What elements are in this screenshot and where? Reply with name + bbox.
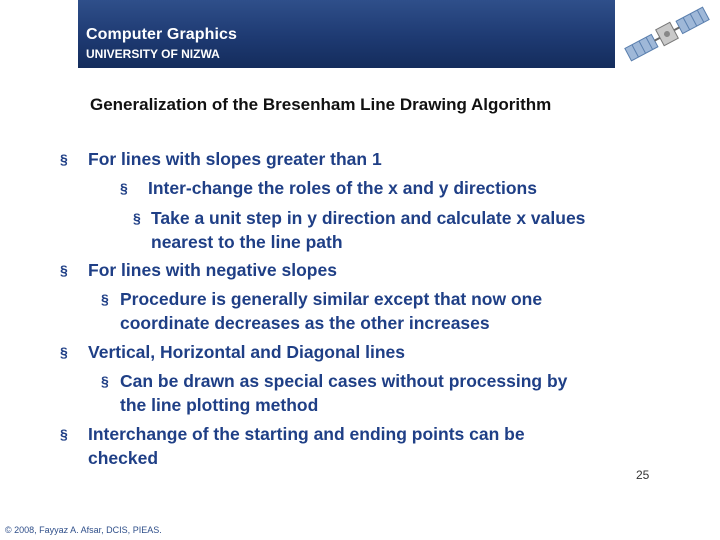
bullet-item — [101, 369, 568, 417]
bullet-text: Inter-change the roles of the x and y directions — [148, 178, 537, 198]
satellite-icon — [615, 0, 720, 68]
bullet-mark-icon: § — [60, 426, 68, 442]
bullet-text: Procedure is generally similar except that now one — [120, 289, 543, 309]
bullet-mark-icon: § — [120, 180, 128, 196]
bullet-text: Interchange of the starting and ending points can be — [88, 424, 525, 444]
bullet-text: Can be drawn as special cases without processing by — [120, 371, 568, 391]
bullet-mark-icon: § — [60, 262, 68, 278]
bullet-item — [133, 206, 586, 254]
header-subtitle: UNIVERSITY OF NIZWA — [86, 47, 220, 61]
bullet-text: Take a unit step in y direction and calculate x values — [151, 208, 586, 228]
copyright-text: © 2008, Fayyaz A. Afsar, DCIS, PIEAS. — [5, 525, 162, 535]
header-title: Computer Graphics — [86, 26, 238, 43]
bullet-mark-icon: § — [60, 344, 68, 360]
bullet-item — [60, 422, 525, 470]
bullet-item — [120, 176, 537, 200]
bullet-text: Vertical, Horizontal and Diagonal lines — [88, 342, 406, 362]
bullet-item — [60, 147, 382, 171]
bullet-item — [60, 258, 337, 282]
bullet-text: the line plotting method — [120, 395, 319, 415]
bullet-mark-icon: § — [101, 291, 109, 307]
bullet-mark-icon: § — [133, 210, 141, 226]
bullet-text: nearest to the line path — [151, 232, 343, 252]
bullet-mark-icon: § — [101, 373, 109, 389]
slide-header — [78, 0, 615, 68]
slide-title: Generalization of the Bresenham Line Drawing Algorithm — [90, 95, 552, 114]
page-number: 25 — [636, 468, 650, 482]
bullet-mark-icon: § — [60, 151, 68, 167]
bullet-item — [101, 287, 543, 335]
header-left-band — [0, 0, 78, 68]
bullet-text: For lines with negative slopes — [88, 260, 337, 280]
bullet-item — [60, 340, 406, 364]
bullet-text: coordinate decreases as the other increases — [120, 313, 490, 333]
bullet-text: For lines with slopes greater than 1 — [88, 149, 382, 169]
bullet-text: checked — [88, 448, 159, 468]
